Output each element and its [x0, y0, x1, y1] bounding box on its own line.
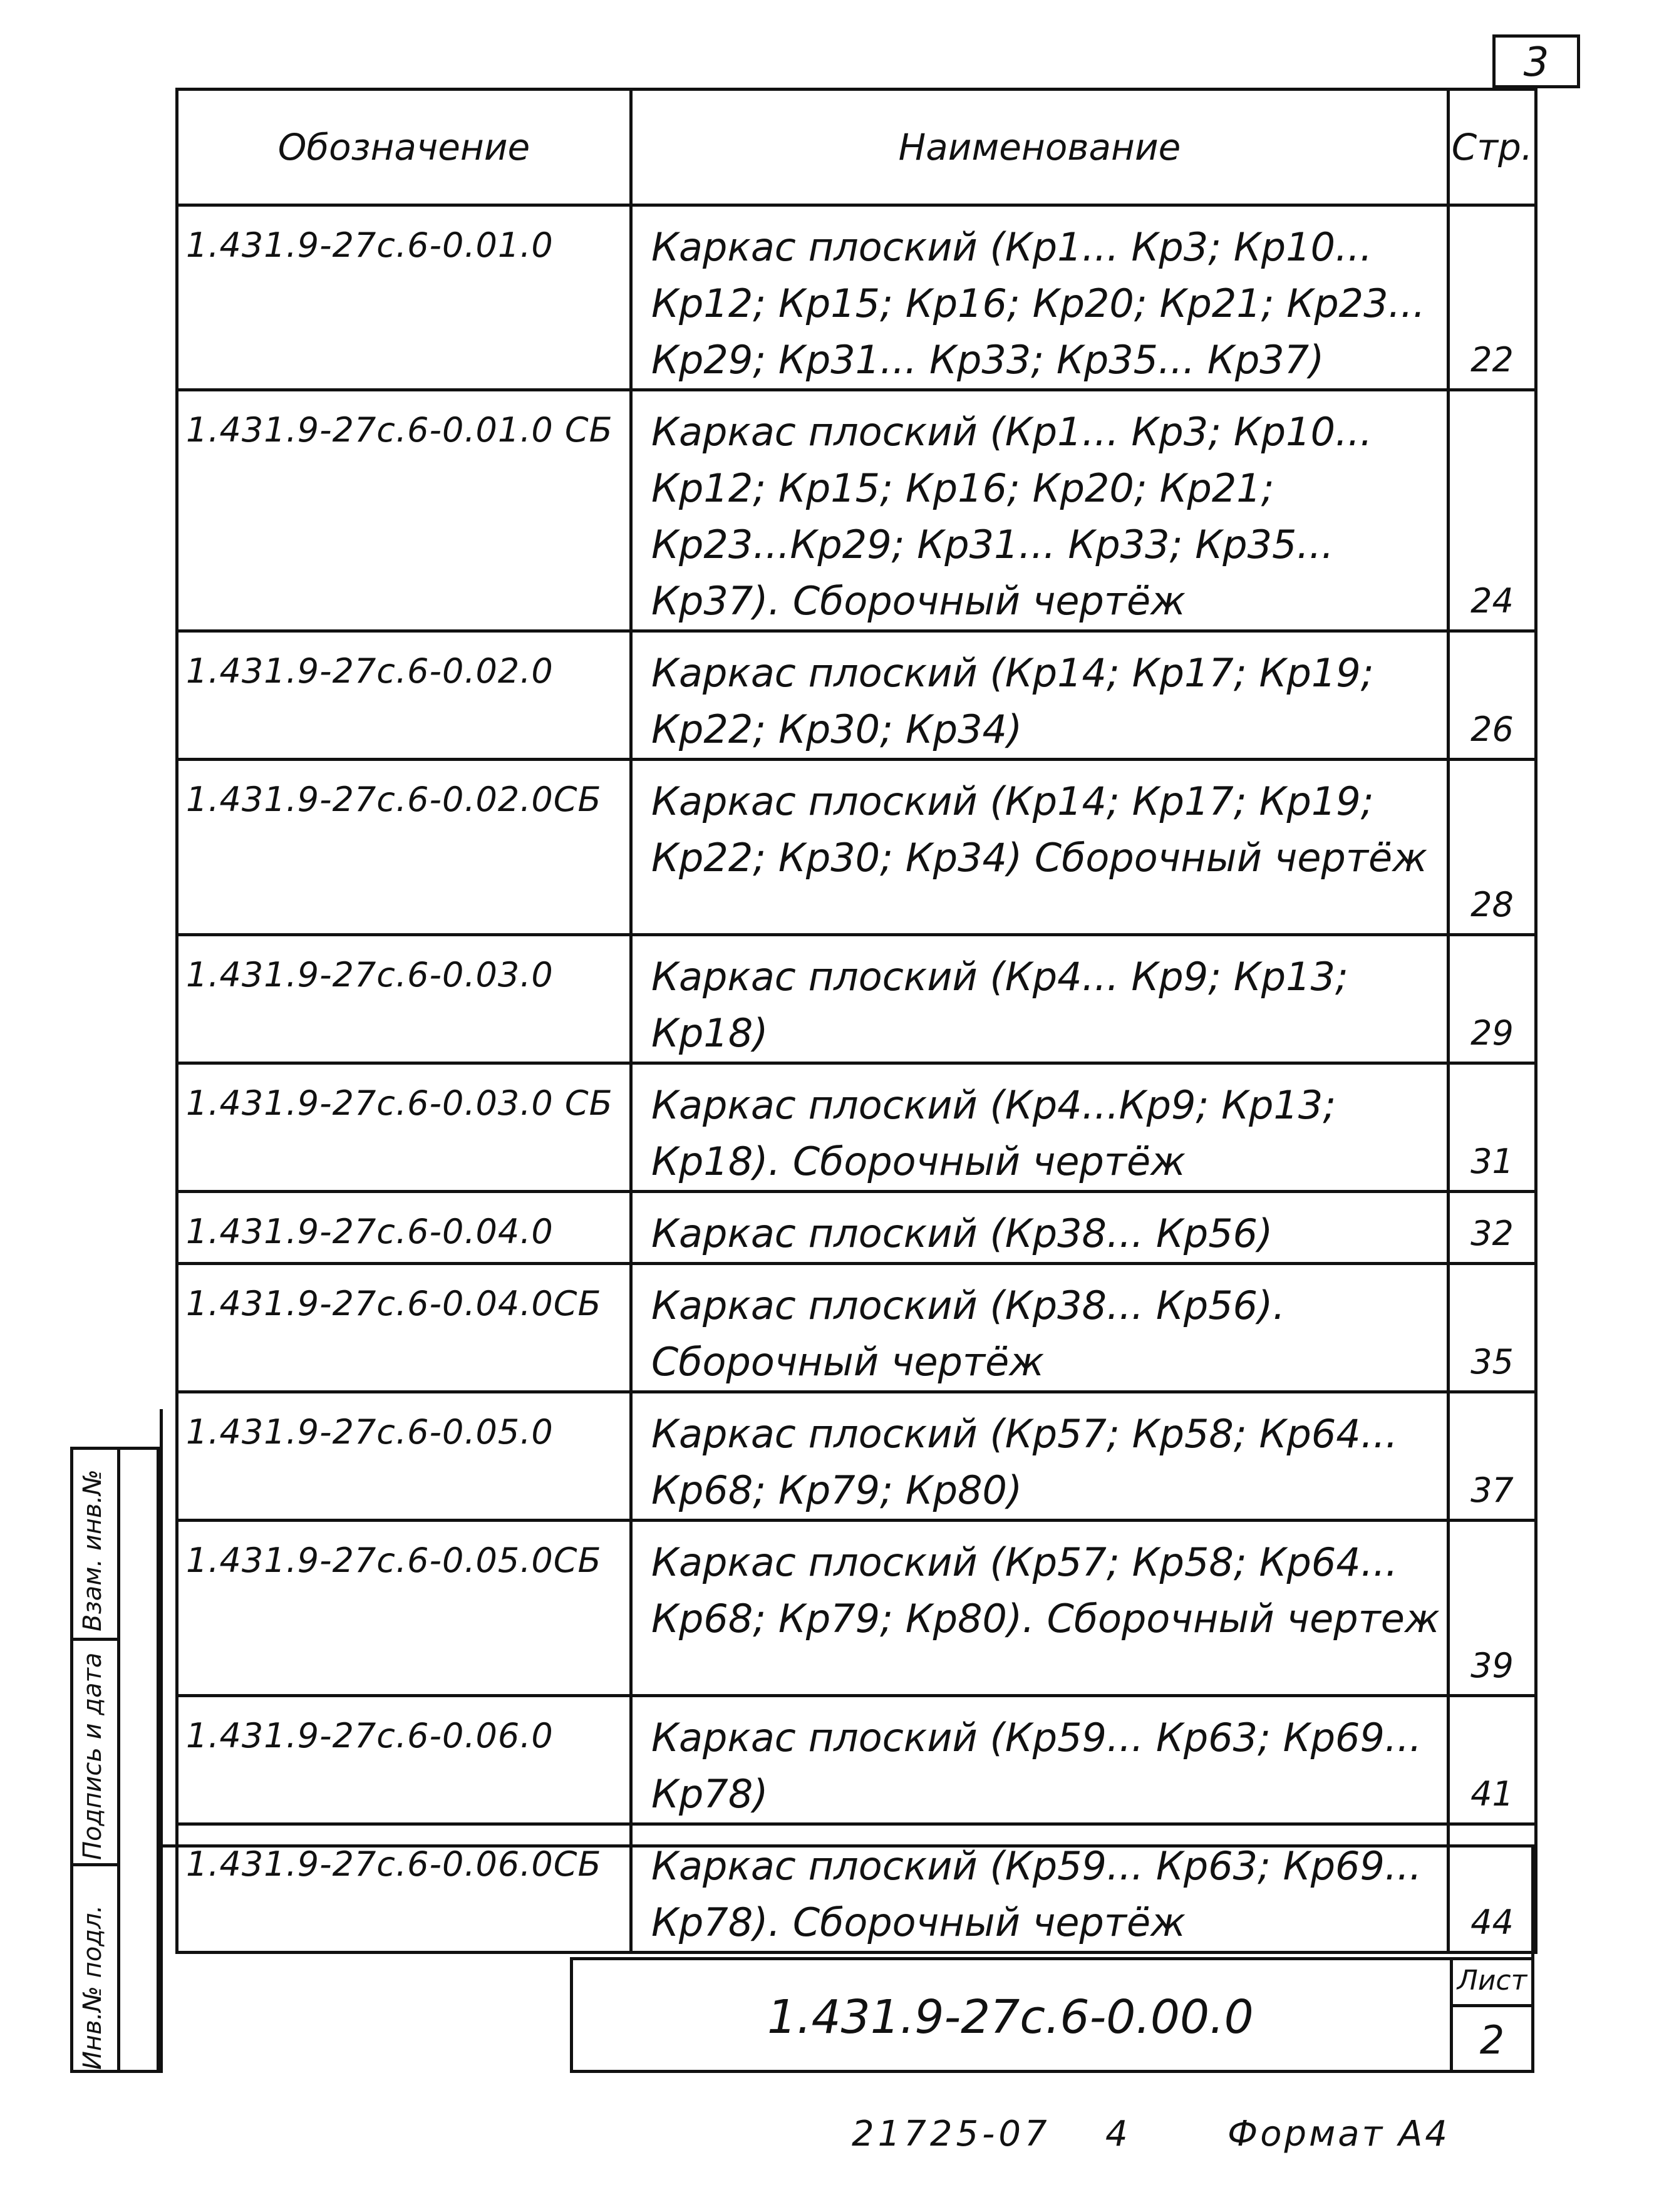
page-number-box: 3	[1492, 34, 1580, 88]
sheet-label: Лист	[1450, 1960, 1531, 2007]
row-page: 37	[1449, 1392, 1536, 1521]
specification-table	[175, 88, 1537, 1954]
row-name: Каркас плоский (Кр59... Кр63; Кр69... Кр78)	[631, 1696, 1449, 1824]
row-designation: 1.431.9-27с.6-0.03.0 СБ	[177, 1063, 631, 1192]
row-designation: 1.431.9-27с.6-0.06.0	[177, 1696, 631, 1824]
row-name: Каркас плоский (Кр14; Кр17; Кр19; Кр22; Кр30; Кр34)	[631, 631, 1449, 760]
table-header-row	[177, 90, 1536, 205]
row-page: 35	[1449, 1264, 1536, 1392]
row-designation: 1.431.9-27с.6-0.04.0	[177, 1192, 631, 1264]
frame-left-line	[175, 88, 178, 1409]
row-page: 41	[1449, 1696, 1536, 1824]
row-name: Каркас плоский (Кр57; Кр58; Кр64... Кр68; Кр79; Кр80). Сборочный чертеж	[631, 1521, 1449, 1696]
row-name: Каркас плоский (Кр1... Кр3; Кр10... Кр12; Кр15; Кр16; Кр20; Кр21; Кр23...Кр29; Кр31... Кр33; Кр35... Кр37). Сборочный чертёж	[631, 390, 1449, 631]
row-page: 22	[1449, 205, 1536, 390]
row-designation: 1.431.9-27с.6-0.01.0 СБ	[177, 390, 631, 631]
header-page: Стр.	[1449, 90, 1536, 205]
row-designation: 1.431.9-27с.6-0.06.0СБ	[177, 1824, 631, 1953]
row-designation: 1.431.9-27с.6-0.05.0	[177, 1392, 631, 1521]
row-page: 39	[1449, 1521, 1536, 1696]
table-row	[177, 1521, 1536, 1696]
row-name: Каркас плоский (Кр38... Кр56). Сборочный чертёж	[631, 1264, 1449, 1392]
row-name: Каркас плоский (Кр57; Кр58; Кр64... Кр68; Кр79; Кр80)	[631, 1392, 1449, 1521]
row-designation: 1.431.9-27с.6-0.03.0	[177, 935, 631, 1063]
footer-format: Формат А4	[1227, 2114, 1450, 2154]
row-page: 32	[1449, 1192, 1536, 1264]
row-name: Каркас плоский (Кр38... Кр56)	[631, 1192, 1449, 1264]
row-designation: 1.431.9-27с.6-0.01.0	[177, 205, 631, 390]
header-name: Наименование	[631, 90, 1449, 205]
row-designation: 1.431.9-27с.6-0.05.0СБ	[177, 1521, 631, 1696]
header-designation: Обозначение	[177, 90, 631, 205]
row-page: 29	[1449, 935, 1536, 1063]
table-row	[177, 1264, 1536, 1392]
row-name: Каркас плоский (Кр4...Кр9; Кр13; Кр18). Сборочный чертёж	[631, 1063, 1449, 1192]
row-page: 24	[1449, 390, 1536, 631]
table-row	[177, 760, 1536, 935]
table-row	[177, 631, 1536, 760]
table-row	[177, 390, 1536, 631]
table-row	[177, 1392, 1536, 1521]
row-page: 28	[1449, 760, 1536, 935]
row-designation: 1.431.9-27с.6-0.02.0	[177, 631, 631, 760]
footer-order-number: 21725-07	[852, 2114, 1051, 2154]
row-name: Каркас плоский (Кр1... Кр3; Кр10... Кр12; Кр15; Кр16; Кр20; Кр21; Кр23... Кр29; Кр31... Кр33; Кр35... Кр37)	[631, 205, 1449, 390]
row-designation: 1.431.9-27с.6-0.04.0СБ	[177, 1264, 631, 1392]
table-row	[177, 1192, 1536, 1264]
document-code: 1.431.9-27с.6-0.00.0	[767, 1990, 1254, 2044]
row-name: Каркас плоский (Кр4... Кр9; Кр13; Кр18)	[631, 935, 1449, 1063]
row-page: 31	[1449, 1063, 1536, 1192]
side-label-orig-inv: Инв.№ подл.	[78, 1904, 107, 2070]
table-row	[177, 1696, 1536, 1824]
table-row	[177, 935, 1536, 1063]
side-label-sign-date: Подпись и дата	[78, 1652, 107, 1860]
row-name: Каркас плоский (Кр14; Кр17; Кр19; Кр22; Кр30; Кр34) Сборочный чертёж	[631, 760, 1449, 935]
table-row	[177, 205, 1536, 390]
row-page: 44	[1449, 1824, 1536, 1953]
table-row	[177, 1063, 1536, 1192]
row-page: 26	[1449, 631, 1536, 760]
row-designation: 1.431.9-27с.6-0.02.0СБ	[177, 760, 631, 935]
row-name: Каркас плоский (Кр59... Кр63; Кр69... Кр78). Сборочный чертёж	[631, 1824, 1449, 1953]
sheet-number: 2	[1450, 2007, 1531, 2073]
title-block	[570, 1957, 1534, 2073]
side-stamp-block	[70, 1447, 160, 2073]
footer-copy-number: 4	[1105, 2114, 1128, 2154]
side-label-replace-inv: Взам. инв.№	[78, 1469, 107, 1631]
